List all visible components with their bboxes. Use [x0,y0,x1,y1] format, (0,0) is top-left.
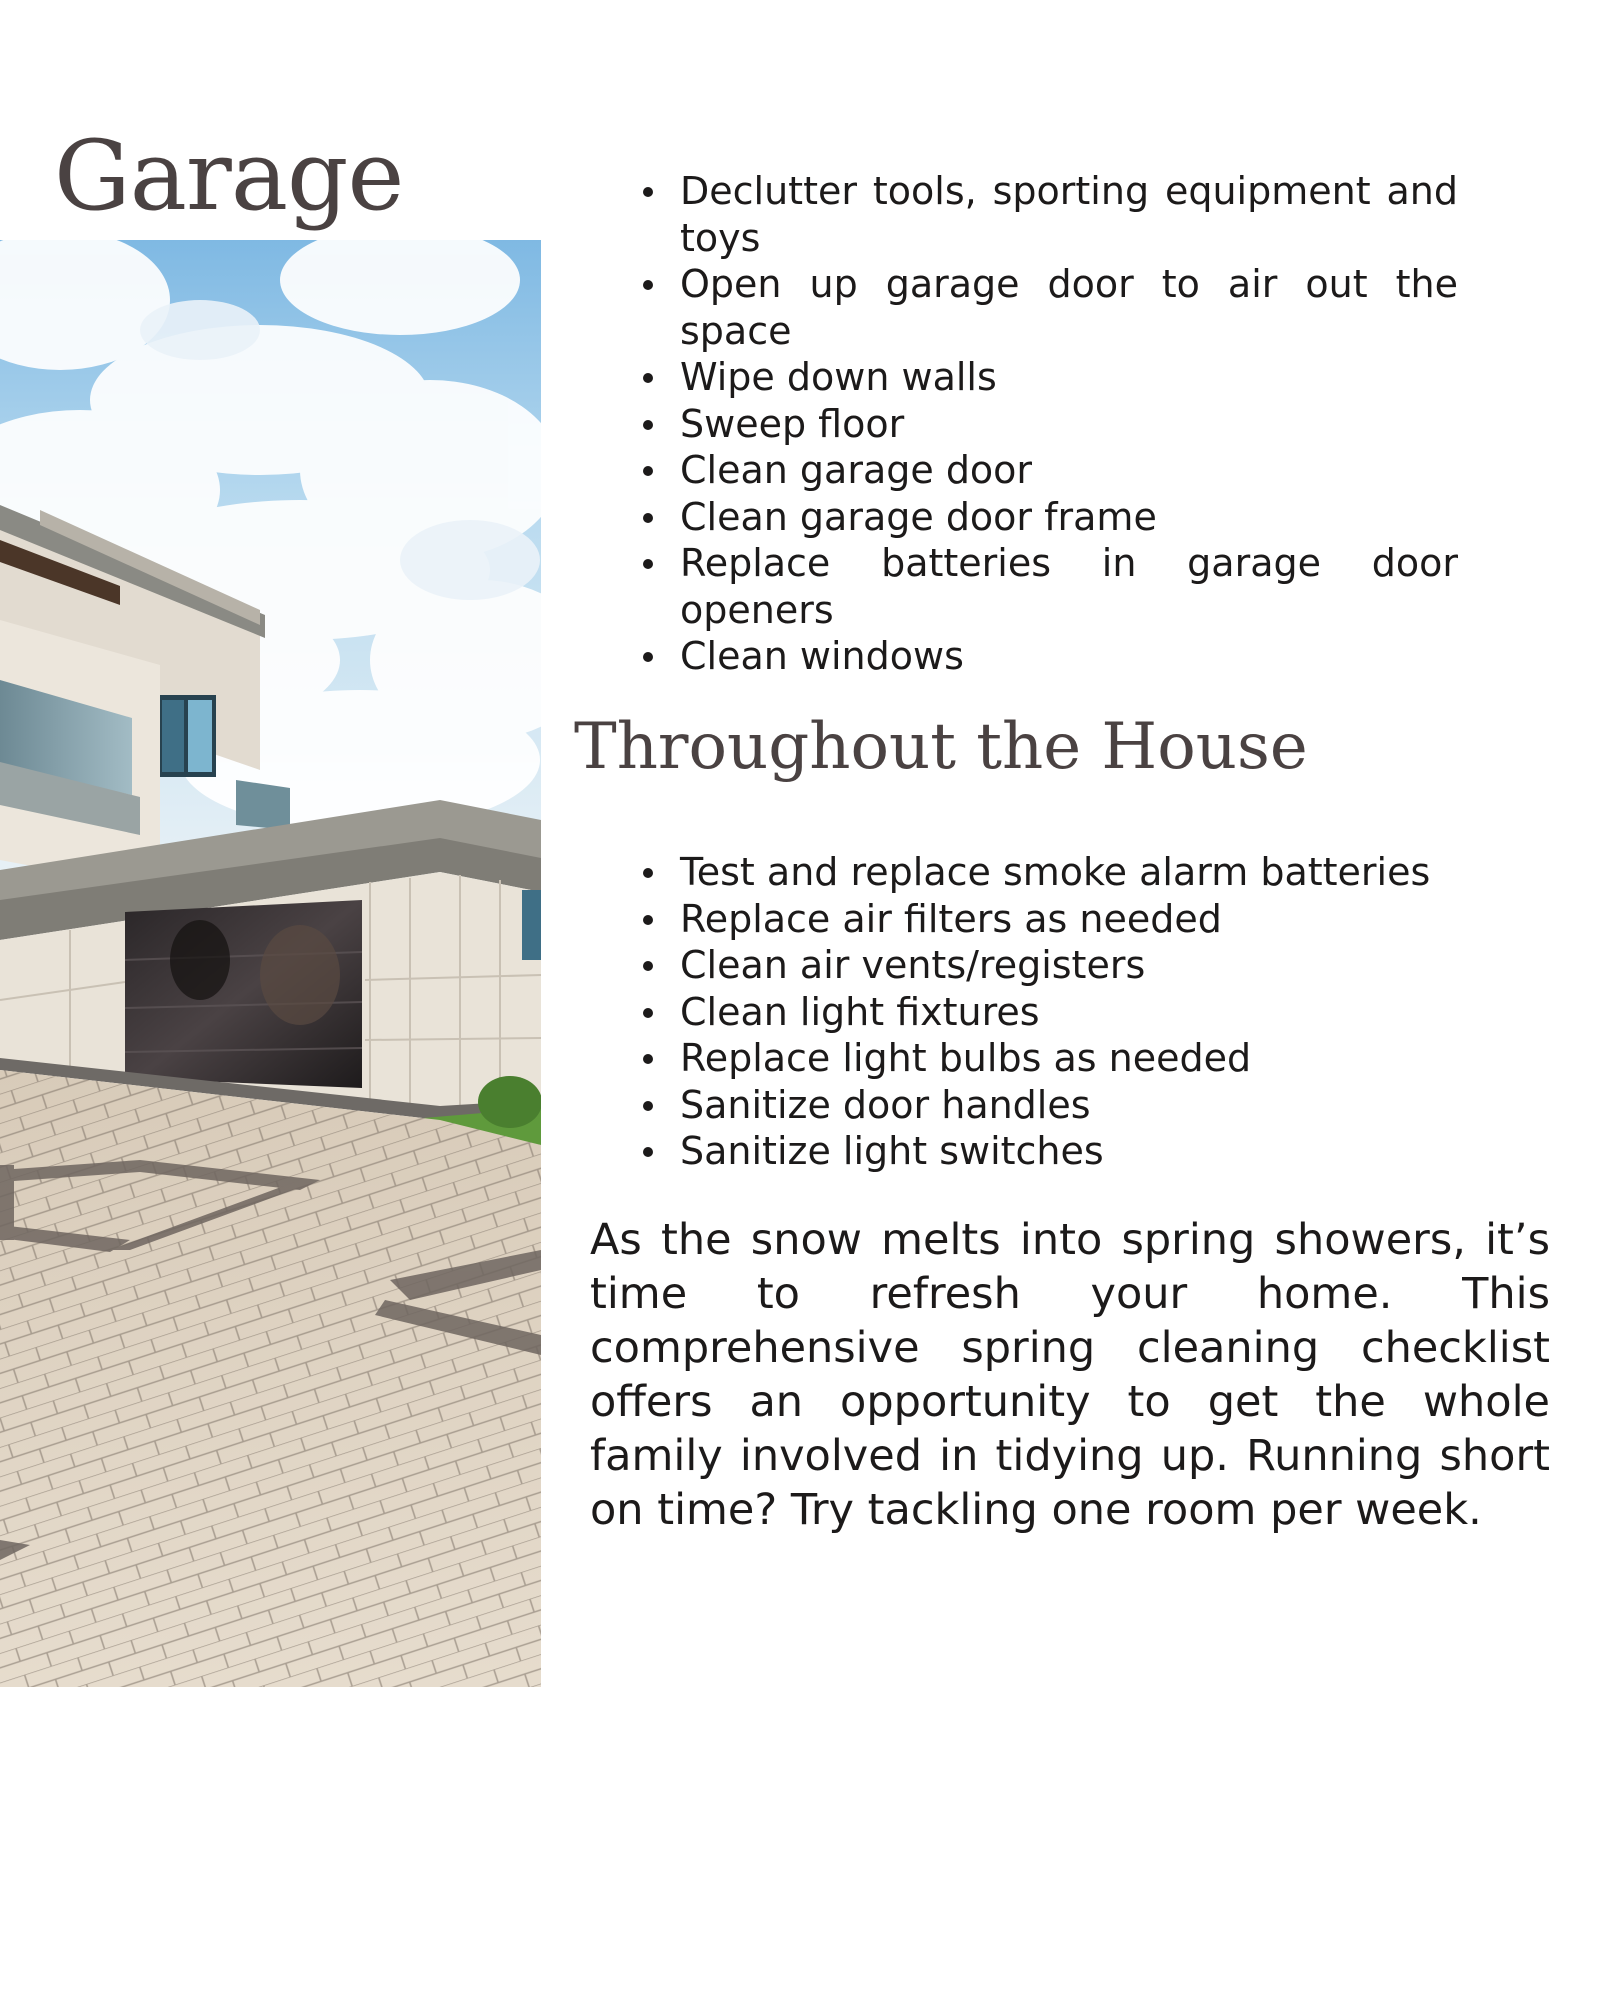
garage-title: Garage [54,120,404,232]
list-item: Clean garage door [680,447,1458,494]
house-checklist [680,849,1458,1175]
house-heading: Throughout the House [574,710,1308,784]
list-item: Sanitize door handles [680,1082,1458,1129]
list-item: Sweep floor [680,401,1458,448]
list-item: Replace air filters as needed [680,896,1458,943]
list-item: Clean light fixtures [680,989,1458,1036]
list-item: Clean windows [680,633,1458,680]
list-item: Clean garage door frame [680,494,1458,541]
list-item: Clean air vents/registers [680,942,1458,989]
list-item: Test and replace smoke alarm batteries [680,849,1458,896]
intro-paragraph: As the snow melts into spring showers, it’s time to refresh your home. This comprehensive spring cleaning checklist offers an opportunity to get the whole family involved in tidying up. Running short on time? Try tackling one room per week. [590,1215,1550,1535]
list-item: Replace light bulbs as needed [680,1035,1458,1082]
list-item: Replace batteries in garage door openers [680,541,1458,632]
garage-checklist [680,168,1458,680]
list-item: Sanitize light switches [680,1128,1458,1175]
list-item: Wipe down walls [680,354,1458,401]
list-item: Declutter tools, sporting equipment and toys [680,169,1458,260]
house-photo [0,240,541,1687]
list-item: Open up garage door to air out the space [680,262,1458,353]
